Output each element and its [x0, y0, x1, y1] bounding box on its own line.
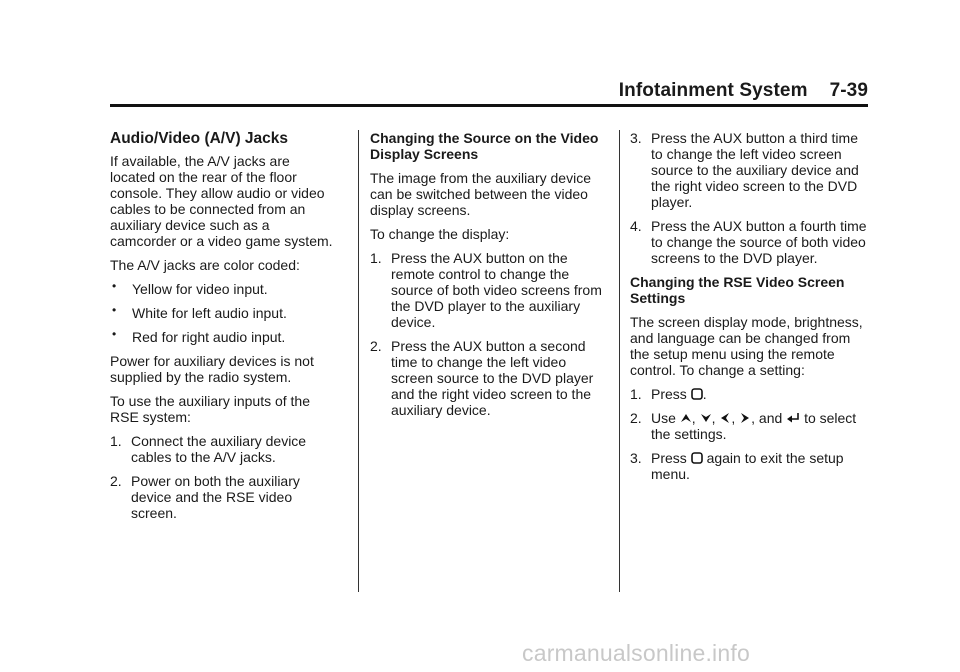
step-item: [370, 250, 606, 330]
step-text: .: [702, 386, 707, 402]
color-coded-paragraph: The A/V jacks are color coded:: [110, 257, 300, 273]
step-text: Press the AUX button on the remote control to change the source of both video screens from the DVD player to the auxiliary device.: [391, 250, 602, 330]
step-text: again to exit the setup menu.: [651, 450, 844, 482]
step-text: ,: [711, 410, 716, 426]
step-number: 2.: [370, 338, 382, 354]
list-item: [110, 329, 336, 345]
column-divider: [358, 130, 359, 592]
step-number: 2.: [110, 473, 122, 489]
header-rule: [110, 104, 868, 107]
step-text: Power on both the auxiliary device and the RSE video screen.: [131, 473, 300, 521]
column-3: [630, 130, 868, 490]
left-arrow-icon: [719, 412, 731, 424]
section-name: Infotainment System: [618, 80, 808, 101]
change-intro: To change the display:: [370, 226, 510, 242]
right-arrow-icon: [739, 412, 751, 424]
step-text: Press the AUX button a fourth time to change the source of both video screens to the DVD player.: [651, 218, 867, 266]
step-text: ,: [731, 410, 736, 426]
setup-menu-icon: [691, 388, 703, 400]
intro-paragraph: If available, the A/V jacks are located on the rear of the floor console. They allow audio or video cables to be connected from an auxiliary device such as a camcorder or a video game system.: [110, 153, 333, 249]
step-number: 1.: [110, 433, 122, 449]
list-item: [110, 305, 336, 321]
page-header: [110, 78, 868, 104]
step-text: Use: [651, 410, 676, 426]
subsection-heading: Changing the RSE Video Screen Settings: [630, 274, 845, 306]
list-item: [110, 281, 336, 297]
step-number: 1.: [630, 386, 642, 402]
up-arrow-icon: [680, 412, 692, 424]
page-header-title: [619, 80, 868, 102]
list-item-text: Yellow for video input.: [132, 281, 268, 297]
step-number: 2.: [630, 410, 642, 426]
subsection-heading: Changing the Source on the Video Display Screens: [370, 130, 599, 162]
enter-icon: [786, 412, 800, 424]
step-item: [630, 130, 868, 210]
step-number: 1.: [370, 250, 382, 266]
column-1: [110, 130, 336, 529]
step-text: Press: [651, 386, 687, 402]
setting-step-1: [630, 386, 868, 402]
power-note: Power for auxiliary devices is not supplied by the radio system.: [110, 353, 314, 385]
step-item: [110, 433, 336, 465]
bullet-icon: •: [112, 279, 117, 293]
column-2: [370, 130, 606, 426]
step-number: 3.: [630, 130, 642, 146]
section-title: Audio/Video (A/V) Jacks: [110, 130, 289, 147]
intro-paragraph: The screen display mode, brightness, and language can be changed from the setup menu using the remote control. To change a setting:: [630, 314, 863, 378]
watermark: carmanualsonline.info: [522, 640, 750, 666]
page-number: 7-39: [829, 80, 868, 101]
column-divider: [619, 130, 620, 592]
setting-step-2: [630, 410, 868, 442]
step-item: [110, 473, 336, 521]
down-arrow-icon: [700, 412, 712, 424]
step-text: , and: [751, 410, 783, 426]
step-item: [630, 218, 868, 266]
bullet-icon: •: [112, 327, 117, 341]
setting-step-3: [630, 450, 868, 482]
intro-paragraph: The image from the auxiliary device can be switched between the video display screens.: [370, 170, 591, 218]
step-text: Press the AUX button a third time to change the left video screen source to the auxiliary device and the right video screen to the DVD player.: [651, 130, 859, 210]
step-text: ,: [691, 410, 696, 426]
step-number: 3.: [630, 450, 642, 466]
list-item-text: Red for right audio input.: [132, 329, 286, 345]
step-text: Press the AUX button a second time to change the left video screen source to the DVD player and the right video screen to the auxiliary device.: [391, 338, 594, 418]
step-text: to select the settings.: [651, 410, 857, 442]
step-text: Press: [651, 450, 687, 466]
setup-menu-icon: [691, 452, 703, 464]
bullet-icon: •: [112, 303, 117, 317]
step-number: 4.: [630, 218, 642, 234]
list-item-text: White for left audio input.: [132, 305, 287, 321]
step-item: [370, 338, 606, 418]
step-text: Connect the auxiliary device cables to the A/V jacks.: [131, 433, 307, 465]
use-intro: To use the auxiliary inputs of the RSE system:: [110, 393, 311, 425]
